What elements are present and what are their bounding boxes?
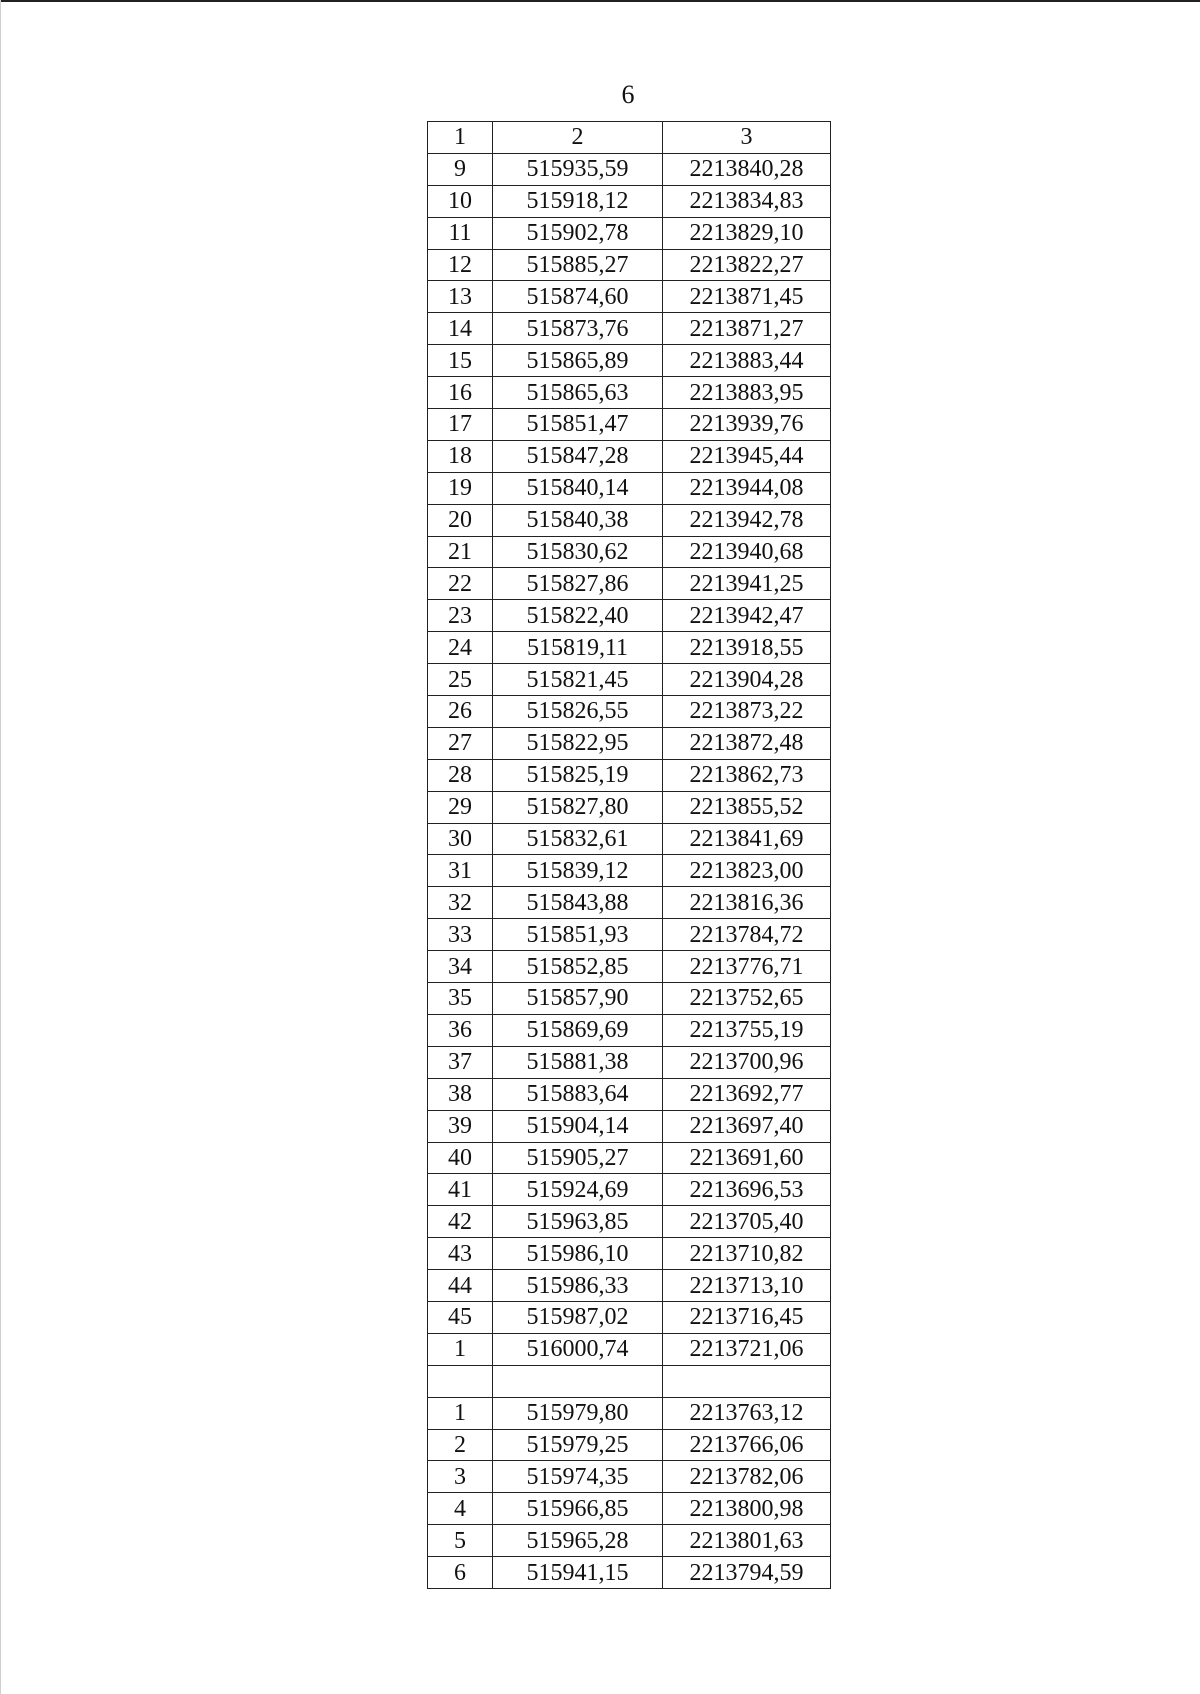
column-header-x: 2 bbox=[493, 122, 663, 154]
table-row bbox=[428, 504, 831, 536]
table-row bbox=[428, 919, 831, 951]
table-row bbox=[428, 1301, 831, 1333]
point-number-cell: 42 bbox=[428, 1206, 493, 1238]
column-header-y: 3 bbox=[663, 122, 831, 154]
y-coordinate-cell: 2213691,60 bbox=[663, 1142, 831, 1174]
point-number-cell: 33 bbox=[428, 919, 493, 951]
point-number-cell: 12 bbox=[428, 249, 493, 281]
point-number-cell: 3 bbox=[428, 1461, 493, 1493]
table-body bbox=[428, 153, 831, 1588]
table-row bbox=[428, 1429, 831, 1461]
x-coordinate-cell: 515885,27 bbox=[493, 249, 663, 281]
x-coordinate-cell: 515974,35 bbox=[493, 1461, 663, 1493]
x-coordinate-cell: 516000,74 bbox=[493, 1333, 663, 1365]
x-coordinate-cell: 515986,10 bbox=[493, 1238, 663, 1270]
y-coordinate-cell: 2213800,98 bbox=[663, 1493, 831, 1525]
x-coordinate-cell: 515851,47 bbox=[493, 409, 663, 441]
x-coordinate-cell: 515935,59 bbox=[493, 153, 663, 185]
x-coordinate-cell: 515883,64 bbox=[493, 1078, 663, 1110]
point-number-cell: 1 bbox=[428, 1333, 493, 1365]
point-number-cell: 38 bbox=[428, 1078, 493, 1110]
table-row bbox=[428, 1238, 831, 1270]
y-coordinate-cell: 2213710,82 bbox=[663, 1238, 831, 1270]
point-number-cell: 19 bbox=[428, 472, 493, 504]
y-coordinate-cell: 2213700,96 bbox=[663, 1046, 831, 1078]
y-coordinate-cell: 2213801,63 bbox=[663, 1525, 831, 1557]
page-number: 6 bbox=[621, 80, 635, 109]
x-coordinate-cell: 515963,85 bbox=[493, 1206, 663, 1238]
y-coordinate-cell: 2213782,06 bbox=[663, 1461, 831, 1493]
y-coordinate-cell: 2213873,22 bbox=[663, 696, 831, 728]
table-row bbox=[428, 1461, 831, 1493]
table-row bbox=[428, 281, 831, 313]
point-number-cell: 4 bbox=[428, 1493, 493, 1525]
y-coordinate-cell: 2213834,83 bbox=[663, 185, 831, 217]
x-coordinate-cell: 515904,14 bbox=[493, 1110, 663, 1142]
point-number-cell: 37 bbox=[428, 1046, 493, 1078]
point-number-cell: 15 bbox=[428, 345, 493, 377]
table-row bbox=[428, 600, 831, 632]
y-coordinate-cell: 2213766,06 bbox=[663, 1429, 831, 1461]
y-coordinate-cell: 2213696,53 bbox=[663, 1174, 831, 1206]
point-number-cell: 11 bbox=[428, 217, 493, 249]
x-coordinate-cell: 515869,69 bbox=[493, 1014, 663, 1046]
x-coordinate-cell: 515827,80 bbox=[493, 791, 663, 823]
x-coordinate-cell: 515905,27 bbox=[493, 1142, 663, 1174]
point-number-cell: 22 bbox=[428, 568, 493, 600]
table-row bbox=[428, 1014, 831, 1046]
x-coordinate-cell: 515865,63 bbox=[493, 377, 663, 409]
x-coordinate-cell: 515827,86 bbox=[493, 568, 663, 600]
x-coordinate-cell: 515881,38 bbox=[493, 1046, 663, 1078]
y-coordinate-cell: 2213904,28 bbox=[663, 664, 831, 696]
table-row bbox=[428, 1333, 831, 1365]
y-coordinate-cell: 2213841,69 bbox=[663, 823, 831, 855]
table-row bbox=[428, 153, 831, 185]
x-coordinate-cell: 515924,69 bbox=[493, 1174, 663, 1206]
point-number-cell: 30 bbox=[428, 823, 493, 855]
y-coordinate-cell: 2213713,10 bbox=[663, 1270, 831, 1302]
x-coordinate-cell: 515987,02 bbox=[493, 1301, 663, 1333]
point-number-cell: 43 bbox=[428, 1238, 493, 1270]
y-coordinate-cell: 2213942,47 bbox=[663, 600, 831, 632]
y-coordinate-cell: 2213944,08 bbox=[663, 472, 831, 504]
table-row bbox=[428, 1046, 831, 1078]
table-row bbox=[428, 1110, 831, 1142]
point-number-cell: 29 bbox=[428, 791, 493, 823]
table-row bbox=[428, 1078, 831, 1110]
point-number-cell: 26 bbox=[428, 696, 493, 728]
y-coordinate-cell bbox=[663, 1365, 831, 1397]
y-coordinate-cell: 2213763,12 bbox=[663, 1397, 831, 1429]
table-row bbox=[428, 345, 831, 377]
page-top-edge bbox=[0, 0, 1200, 2]
table-row bbox=[428, 1142, 831, 1174]
y-coordinate-cell: 2213945,44 bbox=[663, 440, 831, 472]
x-coordinate-cell: 515819,11 bbox=[493, 632, 663, 664]
point-number-cell: 21 bbox=[428, 536, 493, 568]
y-coordinate-cell: 2213855,52 bbox=[663, 791, 831, 823]
y-coordinate-cell: 2213823,00 bbox=[663, 855, 831, 887]
table-row bbox=[428, 727, 831, 759]
table-row bbox=[428, 1525, 831, 1557]
x-coordinate-cell: 515865,89 bbox=[493, 345, 663, 377]
coordinates-table bbox=[427, 121, 831, 1589]
x-coordinate-cell: 515826,55 bbox=[493, 696, 663, 728]
y-coordinate-cell: 2213721,06 bbox=[663, 1333, 831, 1365]
point-number-cell: 6 bbox=[428, 1557, 493, 1589]
x-coordinate-cell: 515965,28 bbox=[493, 1525, 663, 1557]
y-coordinate-cell: 2213872,48 bbox=[663, 727, 831, 759]
y-coordinate-cell: 2213862,73 bbox=[663, 759, 831, 791]
y-coordinate-cell: 2213752,65 bbox=[663, 983, 831, 1015]
table-row bbox=[428, 791, 831, 823]
table-row bbox=[428, 440, 831, 472]
table-row bbox=[428, 1557, 831, 1589]
y-coordinate-cell: 2213941,25 bbox=[663, 568, 831, 600]
table-row bbox=[428, 536, 831, 568]
table-row bbox=[428, 1270, 831, 1302]
y-coordinate-cell: 2213794,59 bbox=[663, 1557, 831, 1589]
y-coordinate-cell: 2213942,78 bbox=[663, 504, 831, 536]
y-coordinate-cell: 2213940,68 bbox=[663, 536, 831, 568]
point-number-cell: 14 bbox=[428, 313, 493, 345]
x-coordinate-cell: 515852,85 bbox=[493, 951, 663, 983]
point-number-cell: 34 bbox=[428, 951, 493, 983]
x-coordinate-cell: 515843,88 bbox=[493, 887, 663, 919]
y-coordinate-cell: 2213883,95 bbox=[663, 377, 831, 409]
point-number-cell: 1 bbox=[428, 1397, 493, 1429]
table-row bbox=[428, 409, 831, 441]
table-row bbox=[428, 249, 831, 281]
y-coordinate-cell: 2213776,71 bbox=[663, 951, 831, 983]
point-number-cell: 25 bbox=[428, 664, 493, 696]
table-row bbox=[428, 1206, 831, 1238]
x-coordinate-cell: 515979,80 bbox=[493, 1397, 663, 1429]
y-coordinate-cell: 2213716,45 bbox=[663, 1301, 831, 1333]
x-coordinate-cell: 515847,28 bbox=[493, 440, 663, 472]
point-number-cell: 20 bbox=[428, 504, 493, 536]
y-coordinate-cell: 2213871,45 bbox=[663, 281, 831, 313]
point-number-cell: 44 bbox=[428, 1270, 493, 1302]
table-row bbox=[428, 632, 831, 664]
y-coordinate-cell: 2213829,10 bbox=[663, 217, 831, 249]
point-number-cell: 16 bbox=[428, 377, 493, 409]
table-row bbox=[428, 696, 831, 728]
point-number-cell: 17 bbox=[428, 409, 493, 441]
table-row bbox=[428, 313, 831, 345]
table-row bbox=[428, 823, 831, 855]
point-number-cell: 45 bbox=[428, 1301, 493, 1333]
table-row bbox=[428, 855, 831, 887]
y-coordinate-cell: 2213705,40 bbox=[663, 1206, 831, 1238]
point-number-cell: 40 bbox=[428, 1142, 493, 1174]
table-row bbox=[428, 185, 831, 217]
x-coordinate-cell: 515832,61 bbox=[493, 823, 663, 855]
table-row bbox=[428, 568, 831, 600]
x-coordinate-cell: 515986,33 bbox=[493, 1270, 663, 1302]
x-coordinate-cell: 515941,15 bbox=[493, 1557, 663, 1589]
x-coordinate-cell: 515821,45 bbox=[493, 664, 663, 696]
table-row bbox=[428, 983, 831, 1015]
table-row bbox=[428, 951, 831, 983]
y-coordinate-cell: 2213939,76 bbox=[663, 409, 831, 441]
point-number-cell: 35 bbox=[428, 983, 493, 1015]
table-header-row bbox=[428, 122, 831, 154]
table-row bbox=[428, 664, 831, 696]
point-number-cell: 27 bbox=[428, 727, 493, 759]
y-coordinate-cell: 2213816,36 bbox=[663, 887, 831, 919]
table-row bbox=[428, 1493, 831, 1525]
x-coordinate-cell bbox=[493, 1365, 663, 1397]
point-number-cell: 9 bbox=[428, 153, 493, 185]
table-row bbox=[428, 1174, 831, 1206]
table-row bbox=[428, 377, 831, 409]
y-coordinate-cell: 2213918,55 bbox=[663, 632, 831, 664]
point-number-cell: 13 bbox=[428, 281, 493, 313]
point-number-cell: 23 bbox=[428, 600, 493, 632]
point-number-cell: 28 bbox=[428, 759, 493, 791]
point-number-cell: 41 bbox=[428, 1174, 493, 1206]
x-coordinate-cell: 515918,12 bbox=[493, 185, 663, 217]
column-header-point: 1 bbox=[428, 122, 493, 154]
table-row bbox=[428, 1397, 831, 1429]
y-coordinate-cell: 2213784,72 bbox=[663, 919, 831, 951]
point-number-cell: 18 bbox=[428, 440, 493, 472]
x-coordinate-cell: 515825,19 bbox=[493, 759, 663, 791]
y-coordinate-cell: 2213692,77 bbox=[663, 1078, 831, 1110]
x-coordinate-cell: 515902,78 bbox=[493, 217, 663, 249]
y-coordinate-cell: 2213697,40 bbox=[663, 1110, 831, 1142]
x-coordinate-cell: 515840,14 bbox=[493, 472, 663, 504]
x-coordinate-cell: 515830,62 bbox=[493, 536, 663, 568]
point-number-cell: 10 bbox=[428, 185, 493, 217]
table-row bbox=[428, 217, 831, 249]
y-coordinate-cell: 2213871,27 bbox=[663, 313, 831, 345]
point-number-cell: 32 bbox=[428, 887, 493, 919]
y-coordinate-cell: 2213883,44 bbox=[663, 345, 831, 377]
point-number-cell: 5 bbox=[428, 1525, 493, 1557]
point-number-cell: 36 bbox=[428, 1014, 493, 1046]
table-row bbox=[428, 472, 831, 504]
x-coordinate-cell: 515840,38 bbox=[493, 504, 663, 536]
x-coordinate-cell: 515979,25 bbox=[493, 1429, 663, 1461]
point-number-cell bbox=[428, 1365, 493, 1397]
point-number-cell: 31 bbox=[428, 855, 493, 887]
y-coordinate-cell: 2213840,28 bbox=[663, 153, 831, 185]
x-coordinate-cell: 515822,95 bbox=[493, 727, 663, 759]
x-coordinate-cell: 515851,93 bbox=[493, 919, 663, 951]
x-coordinate-cell: 515966,85 bbox=[493, 1493, 663, 1525]
point-number-cell: 39 bbox=[428, 1110, 493, 1142]
x-coordinate-cell: 515839,12 bbox=[493, 855, 663, 887]
y-coordinate-cell: 2213755,19 bbox=[663, 1014, 831, 1046]
point-number-cell: 24 bbox=[428, 632, 493, 664]
point-number-cell: 2 bbox=[428, 1429, 493, 1461]
y-coordinate-cell: 2213822,27 bbox=[663, 249, 831, 281]
table-row bbox=[428, 759, 831, 791]
x-coordinate-cell: 515822,40 bbox=[493, 600, 663, 632]
x-coordinate-cell: 515857,90 bbox=[493, 983, 663, 1015]
table-row bbox=[428, 1365, 831, 1397]
x-coordinate-cell: 515873,76 bbox=[493, 313, 663, 345]
page-left-edge bbox=[0, 0, 1, 1694]
table-row bbox=[428, 887, 831, 919]
x-coordinate-cell: 515874,60 bbox=[493, 281, 663, 313]
